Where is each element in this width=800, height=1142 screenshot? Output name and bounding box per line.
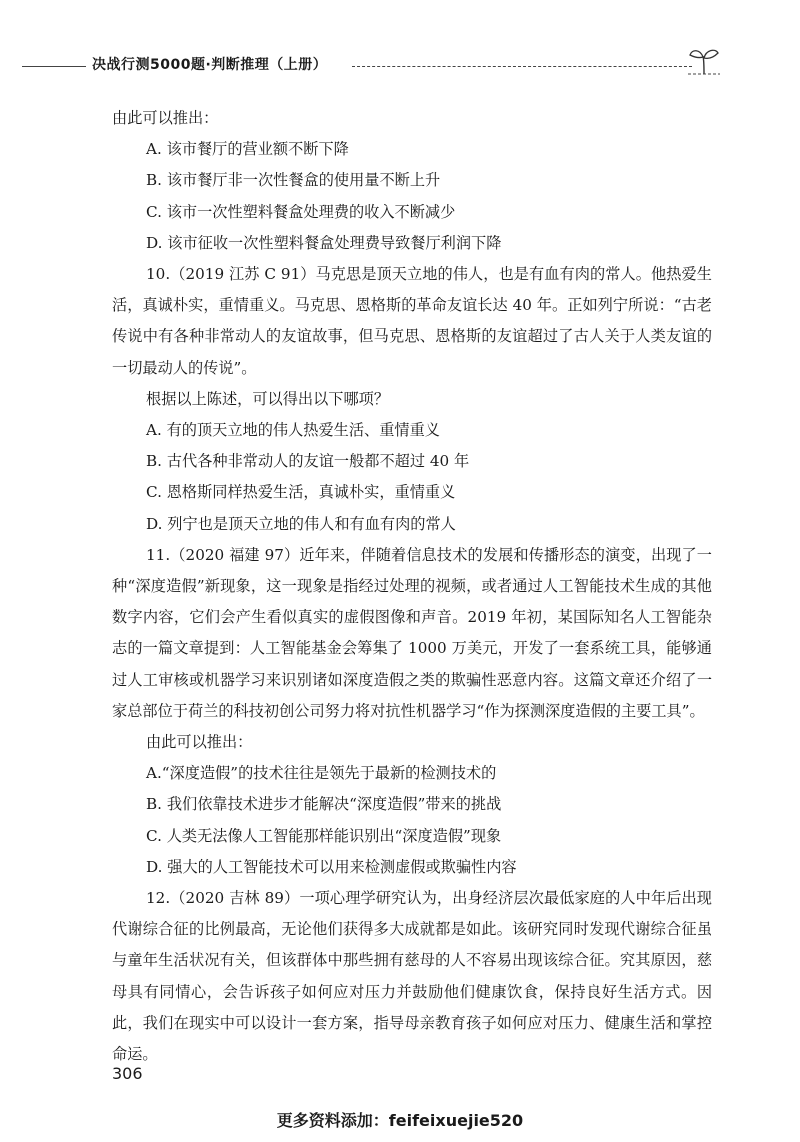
book-title: 决战行测5000题·判断推理（上册） [92, 57, 328, 73]
question-11-option-a: A.“深度造假”的技术往往是领先于最新的检测技术的 [146, 764, 497, 783]
option-d: D. 该市征收一次性塑料餐盒处理费导致餐厅利润下降 [146, 233, 502, 252]
question-11-option-c: C. 人类无法像人工智能那样能识别出“深度造假”现象 [146, 826, 502, 845]
question-11-option-d: D. 强大的人工智能技术可以用来检测虚假或欺骗性内容 [146, 857, 517, 876]
page-body [112, 103, 712, 1070]
footer-note: 更多资料添加：feifeixuejie520 [276, 1111, 524, 1130]
question-12-stem: 12.（2020 吉林 89）一项心理学研究认为，出身经济层次最低家庭的人中年后出现代谢综合征的比例最高，无论他们获得多大成就都是如此。该研究同时发现代谢综合征虽与童年生活状况有关，但该群体中那些拥有慈母的人不容易出现该综合征。究其原因，慈母具有同情心，会告诉孩子如何应对压力并鼓励他们健康饮食，保持良好生活方式。因此，我们在现实中可以设计一套方案，指导母亲教育孩子如何应对压力、健康生活和掌控命运。 [112, 889, 712, 1064]
option-b: B. 该市餐厅非一次性餐盒的使用量不断上升 [146, 171, 441, 190]
question-11-stem: 11.（2020 福建 97）近年来，伴随着信息技术的发展和传播形态的演变，出现了一种“深度造假”新现象，这一现象是指经过处理的视频，或者通过人工智能技术生成的其他数字内容，它们会产生看似真实的虚假图像和声音。2019 年初，某国际知名人工智能杂志的一篇文章提到：人工智能基金会筹集了 1000 万美元，开发了一套系统工具，能够通过人工审核或机器学习来识别诸如深度造假之类的欺骗性恶意内容。这篇文章还介绍了一家总部位于荷兰的科技初创公司努力将对抗性机器学习“作为探测深度造假的主要工具”。 [112, 545, 712, 720]
option-a: A. 该市餐厅的营业额不断下降 [146, 140, 349, 159]
question-11-option-b: B. 我们依靠技术进步才能解决“深度造假”带来的挑战 [146, 795, 502, 814]
running-header [0, 52, 800, 82]
question-10-option-a: A. 有的顶天立地的伟人热爱生活、重情重义 [146, 421, 440, 440]
sprout-icon [688, 46, 720, 76]
question-10-option-d: D. 列宁也是顶天立地的伟人和有血有肉的常人 [146, 514, 456, 533]
header-rule-left [22, 66, 86, 67]
question-10-option-c: C. 恩格斯同样热爱生活，真诚朴实，重情重义 [146, 483, 456, 502]
question-prompt: 由此可以推出： [112, 109, 219, 127]
page-number: 306 [112, 1064, 143, 1083]
question-10-prompt: 根据以上陈述，可以得出以下哪项？ [146, 389, 389, 408]
question-11-prompt: 由此可以推出： [146, 733, 253, 752]
question-10-option-b: B. 古代各种非常动人的友谊一般都不超过 40 年 [146, 452, 470, 471]
option-c: C. 该市一次性塑料餐盒处理费的收入不断减少 [146, 202, 456, 221]
question-10-stem: 10.（2019 江苏 C 91）马克思是顶天立地的伟人，也是有血有肉的常人。他热爱生活，真诚朴实，重情重义。马克思、恩格斯的革命友谊长达 40 年。正如列宁所说：“古老传说中有各种非常动人的友谊故事，但马克思、恩格斯的友谊超过了古人关于人类友谊的一切最动人的传说”。 [112, 265, 712, 377]
header-rule-right [352, 66, 692, 67]
